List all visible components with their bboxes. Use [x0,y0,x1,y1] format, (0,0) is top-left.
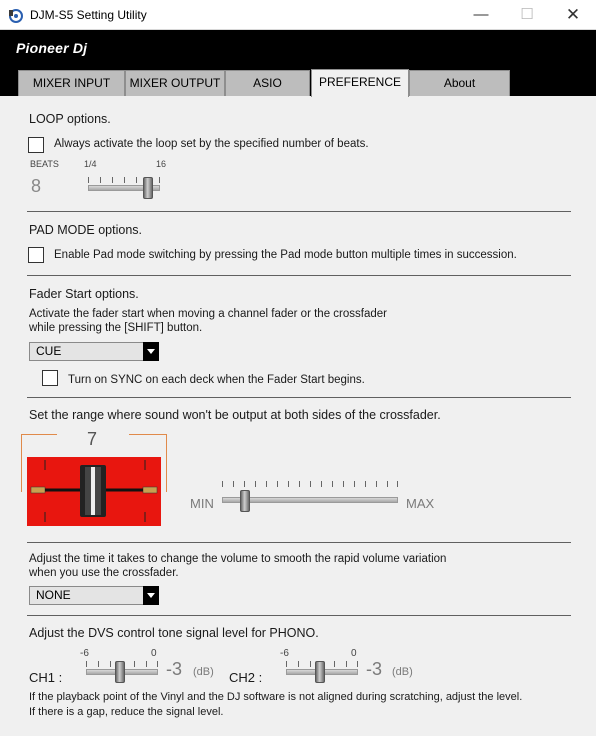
pad-mode-title: PAD MODE options. [29,223,143,237]
pioneer-dj-logo: Pioneer Dj [16,40,88,56]
app-header [0,30,596,96]
app-icon [8,8,24,24]
beats-slider-thumb[interactable] [143,177,153,199]
chevron-down-icon[interactable] [143,342,159,361]
ch1-max-label: 0 [151,648,157,659]
ch2-value: -3 [366,659,383,679]
dvs-note-1: If the playback point of the Vinyl and the DJ software is not aligned during scratching, adjust the level. [29,691,523,703]
tab-mixer-output[interactable]: MIXER OUTPUT [125,70,225,96]
ch2-label: CH2 : [229,670,263,685]
range-slider-ticks [222,481,398,487]
loop-activate-label: Always activate the loop set by the specified number of beats. [54,138,369,150]
pad-mode-checkbox[interactable] [28,247,44,263]
ch2-min-label: -6 [280,648,289,659]
dvs-title: Adjust the DVS control tone signal level for PHONO. [29,626,319,640]
range-max-label: MAX [406,496,435,511]
fader-start-select[interactable] [29,342,159,361]
loop-options-title: LOOP options. [29,112,111,126]
tab-about[interactable]: About [409,70,510,96]
fader-start-desc-1: Activate the fader start when moving a channel fader or the crossfader [29,308,387,320]
crossfader-curve-desc-1: Adjust the time it takes to change the volume to smooth the rapid volume variation [29,553,447,565]
section-divider [27,615,571,616]
ch1-label: CH1 : [29,670,63,685]
section-divider [27,397,571,398]
crossfader-curve-desc-2: when you use the crossfader. [29,567,179,579]
beats-max-label: 16 [156,159,167,169]
range-min-label: MIN [190,496,214,511]
minimize-button[interactable]: — [473,6,489,23]
range-slider-thumb[interactable] [240,490,250,512]
section-divider [27,211,571,212]
preference-panel [0,96,596,736]
dvs-note-2: If there is a gap, reduce the signal level. [29,706,224,718]
tab-preference[interactable]: PREFERENCE [311,69,409,97]
crossfader-curve-select-value: NONE [36,588,71,602]
ch2-slider-thumb[interactable] [315,661,325,683]
window-title: DJM-S5 Setting Utility [30,8,147,22]
ch1-unit: (dB) [193,666,214,678]
maximize-button[interactable]: ☐ [520,6,534,23]
pad-mode-label: Enable Pad mode switching by pressing the Pad mode button multiple times in succession. [54,249,517,261]
crossfader-visual[interactable] [27,457,161,526]
close-button[interactable]: ✕ [565,5,581,24]
ch2-max-label: 0 [351,648,357,659]
fader-start-select-value: CUE [36,344,62,358]
loop-activate-checkbox[interactable] [28,137,44,153]
ch1-min-label: -6 [80,648,89,659]
fader-start-title: Fader Start options. [29,287,139,301]
tab-mixer-input[interactable]: MIXER INPUT [18,70,125,96]
crossfader-graphic [27,457,161,526]
crossfader-range-title: Set the range where sound won't be output at both sides of the crossfader. [29,408,441,422]
sync-label: Turn on SYNC on each deck when the Fader Start begins. [68,374,365,386]
ch1-slider-thumb[interactable] [115,661,125,683]
tab-asio[interactable]: ASIO [225,70,310,96]
fader-start-desc-2: while pressing the [SHIFT] button. [29,322,203,334]
ch1-value: -3 [166,659,183,679]
crossfader-curve-select[interactable] [29,586,159,605]
title-bar [0,0,596,30]
section-divider [27,275,571,276]
section-divider [27,542,571,543]
ch2-unit: (dB) [392,666,413,678]
sync-checkbox[interactable] [42,370,58,386]
beats-min-label: 1/4 [84,159,97,169]
beats-label: BEATS [30,159,59,169]
beats-value: 8 [31,176,42,196]
crossfader-range-value: 7 [87,429,98,449]
chevron-down-icon[interactable] [143,586,159,605]
